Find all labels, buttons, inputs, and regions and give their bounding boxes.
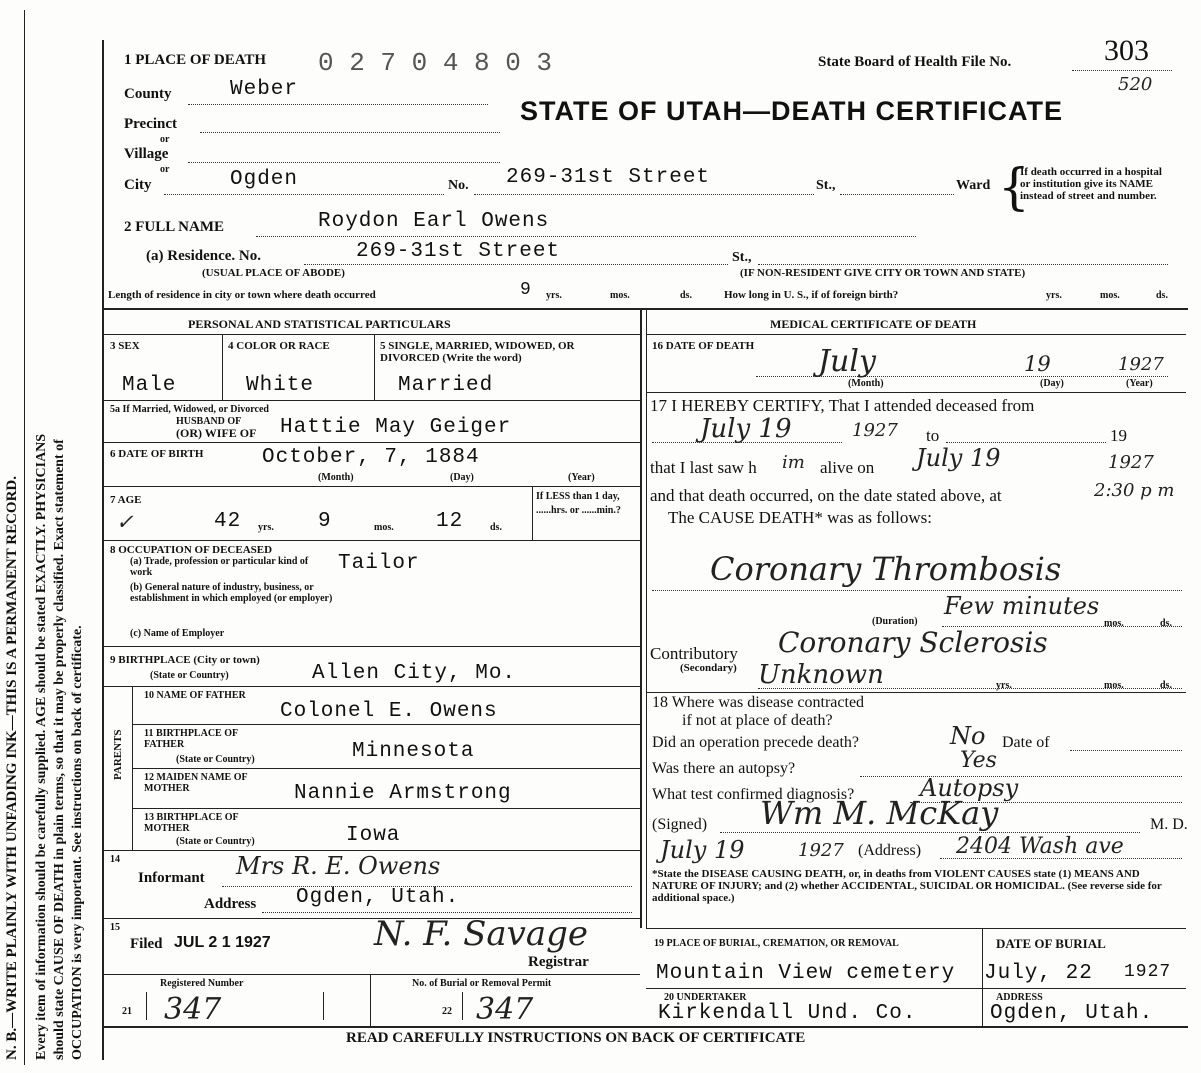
informant-address-value: Ogden, Utah. [296, 886, 460, 909]
date-of-line [1070, 750, 1182, 751]
usual-abode-label: (USUAL PLACE OF ABODE) [202, 267, 345, 279]
length-label: Length of residence in city or town where death occurred [108, 289, 376, 301]
contributory-label: Contributory [650, 644, 738, 663]
burial-permit-value: 347 [476, 992, 534, 1027]
certify-line-3: and that death occurred, on the date stated above, at [650, 486, 1002, 505]
nonresident-label: (IF NON-RESIDENT GIVE CITY OR TOWN AND STATE) [740, 267, 1026, 279]
dob-day: (Day) [450, 472, 474, 483]
item-14: 14 [110, 854, 120, 865]
dob-label: 6 DATE OF BIRTH [110, 448, 204, 460]
less-than-label: If LESS than 1 day, ......hrs. or ......min.? [536, 491, 621, 516]
informant-address-label: Address [204, 896, 257, 912]
signed-date: July 19 [660, 836, 745, 864]
less-divider [532, 486, 533, 540]
death-month-label: (Month) [848, 378, 884, 389]
mother-bp-value: Iowa [346, 824, 401, 847]
md-label: M. D. [1150, 816, 1188, 833]
item-22: 22 [442, 1006, 452, 1017]
undertaker-address-label: ADDRESS [996, 992, 1043, 1003]
registrar-signature: N. F. Savage [374, 914, 589, 954]
county-value: Weber [230, 78, 299, 101]
residence-st-line [758, 264, 1168, 265]
death-day: 19 [1024, 352, 1051, 376]
medical-heading: MEDICAL CERTIFICATE OF DEATH [770, 317, 977, 331]
reg-no-label: Registered Number [160, 978, 244, 989]
section-top-line [102, 308, 1188, 310]
footer-instructions: READ CAREFULLY INSTRUCTIONS ON BACK OF CERTIFICATE [346, 1030, 806, 1046]
death-month: July [818, 344, 876, 379]
occupation-b: (b) General nature of industry, business, or establishment in which employed (or employer) [130, 582, 333, 604]
length-mos: mos. [610, 290, 630, 301]
test-label: What test confirmed diagnosis? [652, 786, 855, 803]
med-line-1 [646, 392, 1186, 393]
burial-mid-line [646, 988, 1186, 989]
death-year-label: (Year) [1126, 378, 1153, 389]
cause-note: *State the DISEASE CAUSING DEATH, or, in deaths from VIOLENT CAUSES state (1) MEANS AND NATURE OF INJURY; and (2) whether ACCIDENTAL, SUICIDAL OR HOMICIDAL. (See reverse side for additional space.) [652, 868, 1162, 904]
city-label: City [124, 177, 152, 193]
undertaker-address-value: Ogden, Utah. [990, 1002, 1154, 1025]
age-yrs: 42 [214, 510, 242, 533]
brace-icon: { [998, 158, 1030, 216]
undertaker-value: Kirkendall Und. Co. [658, 1002, 917, 1025]
death-time: 2:30 p m [1094, 480, 1175, 501]
occupation-label: 8 OCCUPATION OF DECEASED [110, 544, 273, 556]
how-long-ds: ds. [1156, 290, 1168, 301]
burial-top-line [646, 928, 1186, 929]
birthplace-label: 9 BIRTHPLACE (City or town) [110, 654, 260, 666]
row-line-2 [104, 442, 640, 443]
contributory-duration: Unknown [758, 660, 884, 690]
occupation-value: Tailor [338, 552, 420, 575]
birthplace-value: Allen City, Mo. [312, 662, 517, 685]
residence-label: (a) Residence. No. [146, 248, 261, 264]
residence-line [304, 264, 728, 265]
city-value: Ogden [230, 168, 299, 191]
attended-to-line [946, 442, 1106, 443]
personal-heading-line [104, 334, 640, 335]
attended-from-line [652, 442, 842, 443]
filed-value: JUL 2 1 1927 [174, 934, 271, 951]
contrib-mos: mos. [1104, 680, 1124, 691]
med-line-2 [646, 692, 1186, 693]
dob-year: (Year) [568, 472, 595, 483]
certify-line-2a: that I last saw h [650, 458, 757, 477]
informant-value: Mrs R. E. Owens [236, 852, 441, 880]
or-2: or [160, 164, 170, 175]
center-divider-2 [646, 308, 647, 928]
age-label: 7 AGE [110, 494, 142, 506]
burial-value: Mountain View cemetery [656, 962, 956, 985]
physician-signature: Wm M. McKay [760, 794, 999, 832]
medical-heading-line [646, 334, 1186, 335]
county-label: County [124, 86, 172, 102]
undertaker-label: 20 UNDERTAKER [664, 992, 747, 1003]
informant-address-line [262, 912, 632, 913]
father-bp-value: Minnesota [352, 740, 475, 763]
dob-value: October, 7, 1884 [262, 446, 480, 469]
signed-label: (Signed) [652, 816, 708, 833]
marital-value: Married [398, 374, 494, 397]
full-name-line [256, 236, 916, 237]
row-line-1 [104, 400, 640, 401]
contrib-ds: ds. [1160, 680, 1172, 691]
attended-from: July 19 [700, 414, 792, 444]
duration-mos: mos. [1104, 618, 1124, 629]
attended-from-year: 1927 [852, 420, 898, 441]
sig-address-value: 2404 Wash ave [956, 834, 1124, 859]
father-bp-label: 11 BIRTHPLACE OF FATHER [144, 728, 238, 750]
stamp-number: 0 2 7 0 4 8 0 3 [318, 48, 553, 78]
certificate-title: STATE OF UTAH—DEATH CERTIFICATE [520, 96, 1063, 126]
street-no-value: 269-31st Street [506, 166, 711, 189]
filed-label: Filed [130, 936, 163, 952]
county-line [188, 104, 488, 105]
personal-heading: PERSONAL AND STATISTICAL PARTICULARS [188, 317, 451, 331]
file-no-line [1072, 70, 1172, 71]
signed-line [720, 832, 1140, 833]
frame-left [102, 40, 104, 1060]
color-divider [374, 334, 375, 400]
sig-address-label: (Address) [858, 842, 922, 859]
color-label: 4 COLOR OR RACE [228, 340, 330, 352]
certify-line-2b: alive on [820, 458, 875, 477]
precinct-label: Precinct [124, 116, 178, 132]
reg-divider [370, 974, 371, 1026]
precinct-line [200, 132, 500, 133]
spouse-value: Hattie May Geiger [280, 416, 512, 439]
sex-divider [222, 334, 223, 400]
row-line-12 [104, 974, 640, 975]
item-15: 15 [110, 922, 120, 933]
burial-date-value: July, 22 [984, 962, 1093, 985]
ward-line [840, 194, 954, 195]
place-of-death-label: 1 PLACE OF DEATH [124, 52, 267, 68]
length-yrs: yrs. [546, 290, 562, 301]
cause-value: Coronary Thrombosis [710, 550, 1062, 588]
side-note-4: OCCUPATION is very important. See instructions on back of certificate. [70, 625, 85, 1060]
duration-label: (Duration) [872, 616, 918, 627]
color-value: White [246, 374, 315, 397]
father-value: Colonel E. Owens [280, 700, 498, 723]
mother-bp-label: 13 BIRTHPLACE OF MOTHER [144, 812, 239, 834]
cause-label: The CAUSE DEATH* was as follows: [668, 508, 932, 527]
burial-permit-label: No. of Burial or Removal Permit [412, 978, 552, 989]
father-bp-sub: (State or Country) [176, 754, 255, 765]
burial-date-label: DATE OF BURIAL [996, 936, 1106, 951]
death-year: 1927 [1118, 354, 1164, 375]
file-no: 303 [1104, 34, 1149, 67]
residence-st-label: St., [732, 250, 752, 265]
row-line-10 [104, 850, 640, 851]
row-line-6 [104, 686, 640, 687]
birthplace-sub: (State or Country) [150, 670, 229, 681]
age-ds-label: ds. [490, 522, 502, 533]
certify-him: im [782, 452, 805, 473]
q18-line-2: if not at place of death? [682, 712, 833, 729]
burial-label: 19 PLACE OF BURIAL, CREMATION, OR REMOVAL [654, 938, 899, 949]
frame-bottom [102, 1026, 1188, 1028]
attended-to-label: to [926, 426, 940, 445]
street-no-line [474, 194, 814, 195]
autopsy-label: Was there an autopsy? [652, 760, 796, 777]
spouse-label-3: (OR) WIFE OF [176, 426, 257, 440]
st-label: St., [816, 178, 836, 193]
attended-to-year: 19 [1110, 426, 1127, 445]
signed-year: 1927 [798, 840, 844, 861]
occupation-a: (a) Trade, profession or particular kind of work [130, 556, 309, 578]
burial-year-value: 1927 [1124, 962, 1172, 982]
cause-line [652, 590, 1182, 591]
certify-line-1: 17 I HEREBY CERTIFY, That I attended deceased from [650, 396, 1035, 415]
length-value: 9 [520, 280, 532, 300]
parents-label: PARENTS [112, 729, 124, 780]
last-seen-year: 1927 [1108, 452, 1154, 473]
test-value: Autopsy [920, 774, 1019, 802]
street-no-label: No. [448, 178, 469, 193]
age-yrs-label: yrs. [258, 522, 274, 533]
side-note-3: should state CAUSE OF DEATH in plain terms, so that it may be properly classified. Exact statement of [52, 439, 67, 1060]
operation-label: Did an operation precede death? [652, 734, 860, 751]
how-long-yrs: yrs. [1046, 290, 1062, 301]
city-line [164, 194, 444, 195]
length-ds: ds. [680, 290, 692, 301]
age-ds: 12 [436, 510, 464, 533]
spouse-label-2: HUSBAND OF [176, 416, 242, 427]
death-day-label: (Day) [1040, 378, 1064, 389]
mother-label: 12 MAIDEN NAME OF MOTHER [144, 772, 248, 794]
duration-value: Few minutes [944, 592, 1100, 620]
ward-label: Ward [956, 178, 991, 193]
duration-ds: ds. [1160, 618, 1172, 629]
village-line [188, 162, 500, 163]
sex-value: Male [122, 374, 177, 397]
center-divider [640, 308, 642, 928]
registrar-label: Registrar [528, 954, 589, 970]
operation-value: No [950, 722, 986, 750]
age-mos: 9 [318, 510, 332, 533]
last-seen-date: July 19 [916, 444, 1001, 472]
row-line-4 [104, 540, 640, 541]
date-of-label: Date of [1002, 734, 1050, 751]
spouse-label-1: 5a If Married, Widowed, or Divorced [110, 404, 269, 415]
contrib-yrs: yrs. [996, 680, 1012, 691]
autopsy-value: Yes [960, 748, 997, 773]
father-label: 10 NAME OF FATHER [144, 690, 246, 701]
side-note-1: N. B.—WRITE PLAINLY WITH UNFADING INK—THIS IS A PERMANENT RECORD. [4, 476, 20, 1060]
age-check: ✓ [116, 510, 134, 534]
occupation-c: (c) Name of Employer [130, 628, 225, 639]
dob-month: (Month) [318, 472, 354, 483]
item-21: 21 [122, 1006, 132, 1017]
mother-value: Nannie Armstrong [294, 782, 512, 805]
contributory-value: Coronary Sclerosis [778, 626, 1048, 659]
how-long-label: How long in U. S., if of foreign birth? [724, 289, 899, 301]
residence-value: 269-31st Street [356, 240, 561, 263]
file-no-label: State Board of Health File No. [818, 54, 1012, 70]
sig-address-line [940, 858, 1182, 859]
date-of-death-label: 16 DATE OF DEATH [652, 340, 755, 352]
secondary-label: (Secondary) [680, 662, 737, 674]
row-line-9 [132, 808, 640, 809]
mother-bp-sub: (State or Country) [176, 836, 255, 847]
row-line-3 [104, 486, 640, 487]
sex-label: 3 SEX [110, 340, 140, 352]
row-line-5 [104, 646, 640, 647]
marital-label: 5 SINGLE, MARRIED, WIDOWED, OR DIVORCED (Write the word) [380, 340, 575, 364]
side-note-2: Every item of information should be carefully supplied. AGE should be stated EXACTLY. PHYSICIANS [34, 433, 49, 1060]
reg-no-value: 347 [164, 992, 222, 1027]
or-1: or [160, 134, 170, 145]
row-line-7 [132, 724, 640, 725]
village-label: Village [124, 146, 169, 162]
informant-label: Informant [138, 870, 205, 886]
full-name-value: Roydon Earl Owens [318, 210, 550, 233]
q18-line-1: 18 Where was disease contracted [652, 694, 865, 711]
age-mos-label: mos. [374, 522, 394, 533]
full-name-label: 2 FULL NAME [124, 219, 225, 235]
file-no-handwritten: 520 [1118, 74, 1153, 95]
how-long-mos: mos. [1100, 290, 1120, 301]
autopsy-line [860, 776, 1182, 777]
burial-divider [982, 928, 983, 1026]
row-line-8 [132, 768, 640, 769]
side-border [24, 10, 25, 1065]
hospital-note: If death occurred in a hospital or institution give its NAME instead of street and number. [1020, 166, 1162, 202]
